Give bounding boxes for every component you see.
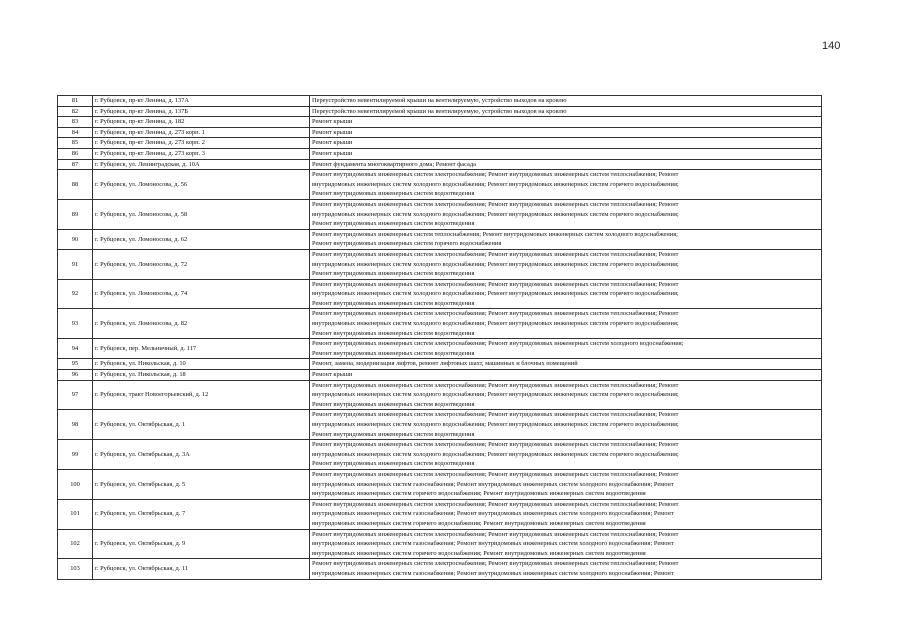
table-row bbox=[58, 96, 822, 107]
row-address: г. Рубцовск, ул. Ломоносова, д. 82 bbox=[93, 309, 310, 339]
table-row bbox=[58, 127, 822, 138]
row-number: 86 bbox=[58, 148, 93, 159]
table-row bbox=[58, 529, 822, 559]
row-work-types bbox=[310, 339, 822, 359]
work-line: Ремонт крыши bbox=[312, 371, 353, 379]
work-line: внутридомовых инженерных систем газоснабжения; Ремонт внутридомовых инженерных систем холодного водоснабжения; Ремонт bbox=[312, 540, 674, 548]
row-work-types bbox=[310, 249, 822, 279]
row-number: 97 bbox=[58, 380, 93, 410]
row-number: 94 bbox=[58, 339, 93, 359]
work-line: Ремонт внутридомовых инженерных систем электроснабжения; Ремонт внутридомовых инженерных систем теплоснабжения; Ремонт bbox=[312, 441, 679, 449]
work-line: Ремонт крыши bbox=[312, 118, 353, 126]
work-line: внутридомовых инженерных систем холодного водоснабжения; Ремонт внутридомовых инженерных систем горячего водоснабжения; bbox=[312, 260, 679, 268]
row-work-types bbox=[310, 279, 822, 309]
row-work-types bbox=[310, 199, 822, 229]
row-number: 91 bbox=[58, 249, 93, 279]
table-body bbox=[58, 96, 822, 580]
row-number: 99 bbox=[58, 440, 93, 470]
work-line: Ремонт внутридомовых инженерных систем электроснабжения; Ремонт внутридомовых инженерных систем теплоснабжения; Ремонт bbox=[312, 250, 679, 258]
work-line: внутридомовых инженерных систем горячего водоснабжения; Ремонт внутридомовых инженерных систем водоотведения bbox=[312, 549, 646, 557]
work-line: Ремонт внутридомовых инженерных систем водоотведения bbox=[312, 299, 475, 307]
table-row bbox=[58, 117, 822, 128]
work-line: внутридомовых инженерных систем газоснабжения; Ремонт внутридомовых инженерных систем холодного водоснабжения; Ремонт bbox=[312, 510, 674, 518]
work-line: Переустройство невентилируемой крыши на вентилируемую, устройство выходов на кровлю bbox=[312, 97, 567, 104]
table-row bbox=[58, 410, 822, 440]
row-work-types bbox=[310, 309, 822, 339]
row-work-types bbox=[310, 380, 822, 410]
work-line: Ремонт внутридомовых инженерных систем горячего водоснабжения bbox=[312, 240, 502, 248]
row-work-types bbox=[310, 159, 822, 170]
work-line: Ремонт крыши bbox=[312, 149, 353, 157]
row-address: г. Рубцовск, тракт Новоегорьевский, д. 12 bbox=[93, 380, 310, 410]
row-address: г. Рубцовск, пр-кт Ленина, д. 273 корп. 1 bbox=[93, 127, 310, 138]
row-work-types bbox=[310, 229, 822, 249]
work-line: Ремонт внутридомовых инженерных систем электроснабжения; Ремонт внутридомовых инженерных систем холодного водоснабжения; bbox=[312, 340, 684, 348]
row-number: 85 bbox=[58, 138, 93, 149]
work-line: внутридомовых инженерных систем газоснабжения; Ремонт внутридомовых инженерных систем холодного водоснабжения; Ремонт bbox=[312, 480, 674, 488]
table-row bbox=[58, 339, 822, 359]
row-work-types bbox=[310, 359, 822, 370]
table-row bbox=[58, 106, 822, 117]
row-number: 102 bbox=[58, 529, 93, 559]
row-work-types bbox=[310, 127, 822, 138]
table-row bbox=[58, 148, 822, 159]
table-row bbox=[58, 440, 822, 470]
row-address: г. Рубцовск, пр-кт Ленина, д. 182 bbox=[93, 117, 310, 128]
row-address: г. Рубцовск, пер. Мельничный, д. 117 bbox=[93, 339, 310, 359]
work-line: Ремонт внутридомовых инженерных систем водоотведения bbox=[312, 400, 475, 408]
row-number: 83 bbox=[58, 117, 93, 128]
row-address: г. Рубцовск, ул. Октябрьская, д. 5 bbox=[93, 469, 310, 499]
table-row bbox=[58, 170, 822, 200]
work-line: внутридомовых инженерных систем холодного водоснабжения; Ремонт внутридомовых инженерных систем горячего водоснабжения; bbox=[312, 421, 679, 428]
row-address: г. Рубцовск, ул. Октябрьская, д. 11 bbox=[93, 559, 310, 579]
work-line: Ремонт внутридомовых инженерных систем водоотведения bbox=[312, 349, 475, 357]
work-line: внутридомовых инженерных систем холодного водоснабжения; Ремонт внутридомовых инженерных систем горячего водоснабжения; bbox=[312, 290, 679, 298]
table-row bbox=[58, 359, 822, 370]
row-work-types bbox=[310, 410, 822, 440]
row-number: 88 bbox=[58, 170, 93, 200]
work-line: Переустройство невентилируемой крыши на вентилируемую, устройство выходов на кровлю bbox=[312, 107, 567, 115]
work-line: Ремонт, замена, модернизация лифтов, ремонт лифтовых шахт, машинных и блочных помещений bbox=[312, 360, 578, 368]
work-line: Ремонт внутридомовых инженерных систем водоотведения bbox=[312, 190, 475, 198]
work-line: внутридомовых инженерных систем холодного водоснабжения; Ремонт внутридомовых инженерных систем горячего водоснабжения; bbox=[312, 210, 679, 218]
table-row bbox=[58, 159, 822, 170]
row-work-types bbox=[310, 529, 822, 559]
work-line: Ремонт крыши bbox=[312, 139, 353, 147]
row-address: г. Рубцовск, пр-кт Ленина, д. 137Б bbox=[93, 106, 310, 117]
row-address: г. Рубцовск, ул. Ломоносова, д. 72 bbox=[93, 249, 310, 279]
row-work-types bbox=[310, 469, 822, 499]
row-address: г. Рубцовск, ул. Ленинградская, д. 10А bbox=[93, 159, 310, 170]
row-address: г. Рубцовск, пр-кт Ленина, д. 137А bbox=[93, 96, 310, 107]
work-line: Ремонт внутридомовых инженерных систем водоотведения bbox=[312, 430, 475, 438]
table-row bbox=[58, 229, 822, 249]
work-line: внутридомовых инженерных систем холодного водоснабжения; Ремонт внутридомовых инженерных систем горячего водоснабжения; bbox=[312, 180, 679, 188]
row-work-types bbox=[310, 559, 822, 579]
table-row bbox=[58, 309, 822, 339]
table-row bbox=[58, 279, 822, 309]
row-address: г. Рубцовск, ул. Октябрьская, д. 7 bbox=[93, 499, 310, 529]
row-number: 103 bbox=[58, 559, 93, 579]
row-address: г. Рубцовск, ул. Ломоносова, д. 74 bbox=[93, 279, 310, 309]
work-line: Ремонт внутридомовых инженерных систем электроснабжения; Ремонт внутридомовых инженерных систем теплоснабжения; Ремонт bbox=[312, 280, 679, 288]
row-number: 95 bbox=[58, 359, 93, 370]
work-line: Ремонт внутридомовых инженерных систем электроснабжения; Ремонт внутридомовых инженерных систем теплоснабжения; Ремонт bbox=[312, 310, 679, 318]
work-line: Ремонт внутридомовых инженерных систем водоотведения bbox=[312, 270, 475, 278]
row-number: 101 bbox=[58, 499, 93, 529]
work-line: Ремонт внутридомовых инженерных систем водоотведения bbox=[312, 220, 475, 228]
page-number: 140 bbox=[822, 40, 841, 52]
work-line: Ремонт внутридомовых инженерных систем водоотведения bbox=[312, 329, 475, 337]
row-number: 96 bbox=[58, 370, 93, 381]
table-row bbox=[58, 138, 822, 149]
table-row bbox=[58, 469, 822, 499]
row-number: 81 bbox=[58, 96, 93, 107]
row-address: г. Рубцовск, пр-кт Ленина, д. 273 корп. 2 bbox=[93, 138, 310, 149]
row-number: 93 bbox=[58, 309, 93, 339]
work-line: внутридомовых инженерных систем горячего водоснабжения; Ремонт внутридомовых инженерных систем водоотведения bbox=[312, 490, 646, 498]
work-line: Ремонт внутридомовых инженерных систем электроснабжения; Ремонт внутридомовых инженерных систем теплоснабжения; Ремонт bbox=[312, 411, 679, 419]
work-line: Ремонт внутридомовых инженерных систем электроснабжения; Ремонт внутридомовых инженерных систем теплоснабжения; Ремонт bbox=[312, 381, 679, 389]
row-address: г. Рубцовск, ул. Никольская, д. 10 bbox=[93, 359, 310, 370]
row-work-types bbox=[310, 148, 822, 159]
table-row bbox=[58, 370, 822, 381]
work-line: внутридомовых инженерных систем холодного водоснабжения; Ремонт внутридомовых инженерных систем горячего водоснабжения; bbox=[312, 450, 679, 458]
work-line: Ремонт крыши bbox=[312, 128, 353, 136]
work-line: Ремонт фундамента многоквартирного дома; Ремонт фасада bbox=[312, 160, 476, 168]
row-address: г. Рубцовск, ул. Никольская, д. 18 bbox=[93, 370, 310, 381]
row-address: г. Рубцовск, ул. Октябрьская, д. 9 bbox=[93, 529, 310, 559]
work-line: внутридомовых инженерных систем холодного водоснабжения; Ремонт внутридомовых инженерных систем горячего водоснабжения; bbox=[312, 320, 679, 328]
work-line: внутридомовых инженерных систем холодного водоснабжения; Ремонт внутридомовых инженерных систем горячего водоснабжения; bbox=[312, 391, 679, 399]
work-line: Ремонт внутридомовых инженерных систем теплоснабжения; Ремонт внутридомовых инженерных систем холодного водоснабжения; bbox=[312, 230, 678, 238]
work-line: внутридомовых инженерных систем горячего водоснабжения; Ремонт внутридомовых инженерных систем водоотведения bbox=[312, 519, 646, 527]
row-work-types bbox=[310, 117, 822, 128]
repair-table bbox=[57, 95, 822, 580]
work-line: Ремонт внутридомовых инженерных систем электроснабжения; Ремонт внутридомовых инженерных систем теплоснабжения; Ремонт bbox=[312, 470, 679, 478]
row-address: г. Рубцовск, ул. Ломоносова, д. 58 bbox=[93, 199, 310, 229]
row-number: 84 bbox=[58, 127, 93, 138]
row-work-types bbox=[310, 370, 822, 381]
work-line: Ремонт внутридомовых инженерных систем электроснабжения; Ремонт внутридомовых инженерных систем теплоснабжения; Ремонт bbox=[312, 530, 679, 538]
table-row bbox=[58, 499, 822, 529]
row-number: 100 bbox=[58, 469, 93, 499]
row-number: 82 bbox=[58, 106, 93, 117]
table-row bbox=[58, 249, 822, 279]
row-address: г. Рубцовск, ул. Октябрьская, д. 1 bbox=[93, 410, 310, 440]
table-row bbox=[58, 199, 822, 229]
row-number: 89 bbox=[58, 199, 93, 229]
table-row bbox=[58, 380, 822, 410]
row-number: 90 bbox=[58, 229, 93, 249]
row-work-types bbox=[310, 96, 822, 107]
row-number: 92 bbox=[58, 279, 93, 309]
work-line: Ремонт внутридомовых инженерных систем электроснабжения; Ремонт внутридомовых инженерных систем теплоснабжения; Ремонт bbox=[312, 200, 679, 208]
row-address: г. Рубцовск, ул. Ломоносова, д. 62 bbox=[93, 229, 310, 249]
work-line: внутридомовых инженерных систем газоснабжения; Ремонт внутридомовых инженерных систем холодного водоснабжения; Ремонт bbox=[312, 569, 674, 577]
work-line: Ремонт внутридомовых инженерных систем электроснабжения; Ремонт внутридомовых инженерных систем теплоснабжения; Ремонт bbox=[312, 560, 679, 568]
row-work-types bbox=[310, 440, 822, 470]
row-work-types bbox=[310, 170, 822, 200]
row-number: 87 bbox=[58, 159, 93, 170]
row-number: 98 bbox=[58, 410, 93, 440]
table-row bbox=[58, 559, 822, 579]
row-work-types bbox=[310, 499, 822, 529]
row-work-types bbox=[310, 138, 822, 149]
work-line: Ремонт внутридомовых инженерных систем электроснабжения; Ремонт внутридомовых инженерных систем теплоснабжения; Ремонт bbox=[312, 171, 679, 179]
row-address: г. Рубцовск, пр-кт Ленина, д. 273 корп. 3 bbox=[93, 148, 310, 159]
row-work-types bbox=[310, 106, 822, 117]
work-line: Ремонт внутридомовых инженерных систем водоотведения bbox=[312, 460, 475, 468]
work-line: Ремонт внутридомовых инженерных систем электроснабжения; Ремонт внутридомовых инженерных систем теплоснабжения; Ремонт bbox=[312, 500, 679, 508]
row-address: г. Рубцовск, ул. Октябрьская, д. 3А bbox=[93, 440, 310, 470]
row-address: г. Рубцовск, ул. Ломоносова, д. 56 bbox=[93, 170, 310, 200]
